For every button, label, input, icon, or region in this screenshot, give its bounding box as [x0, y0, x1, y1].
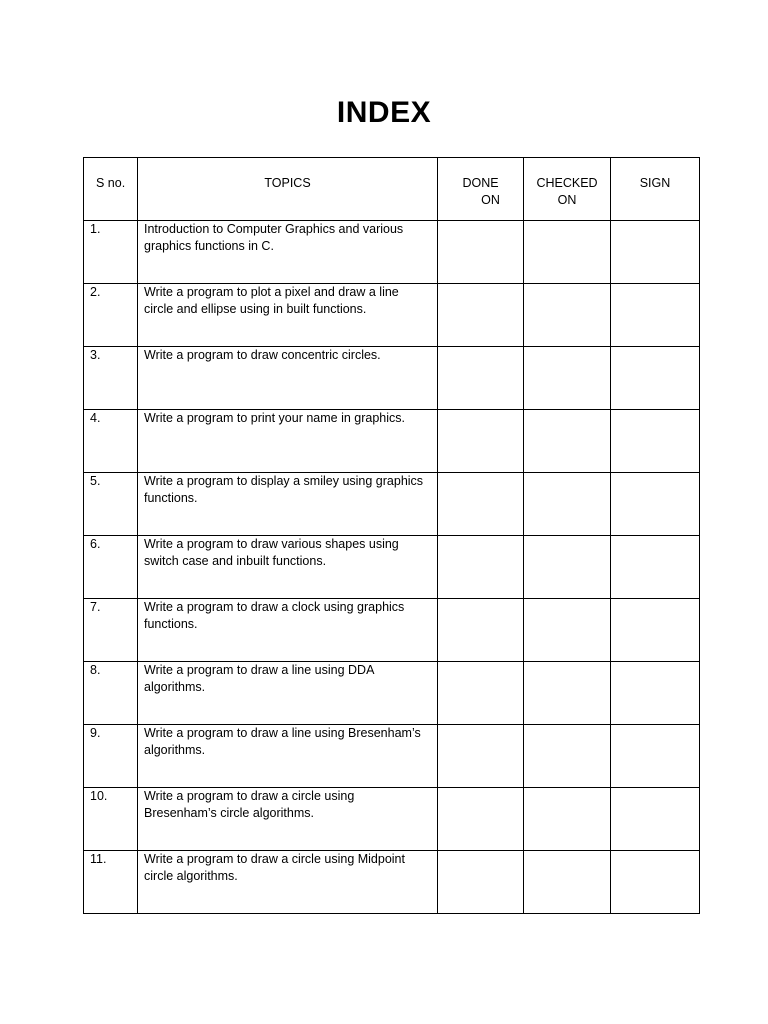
row-sno: 5.	[84, 473, 138, 536]
row-topic: Write a program to draw a clock using graphics functions.	[138, 599, 438, 662]
index-table	[83, 157, 700, 914]
row-topic: Write a program to draw various shapes using switch case and inbuilt functions.	[138, 536, 438, 599]
row-sign-cell	[611, 725, 700, 788]
header-done-on	[438, 158, 524, 221]
row-done-on-cell	[438, 725, 524, 788]
row-topic: Write a program to display a smiley using graphics functions.	[138, 473, 438, 536]
row-done-on-cell	[438, 788, 524, 851]
table-row	[84, 599, 700, 662]
table-row	[84, 221, 700, 284]
row-sign-cell	[611, 536, 700, 599]
row-sno: 7.	[84, 599, 138, 662]
row-sno: 3.	[84, 347, 138, 410]
row-checked-on-cell	[524, 725, 611, 788]
row-sno: 1.	[84, 221, 138, 284]
row-topic: Write a program to draw a circle using Midpoint circle algorithms.	[138, 851, 438, 914]
row-done-on-cell	[438, 599, 524, 662]
row-sign-cell	[611, 284, 700, 347]
row-checked-on-cell	[524, 788, 611, 851]
table-row	[84, 284, 700, 347]
row-sign-cell	[611, 473, 700, 536]
row-sign-cell	[611, 788, 700, 851]
row-sno: 10.	[84, 788, 138, 851]
row-topic: Write a program to draw a line using Bresenham’s algorithms.	[138, 725, 438, 788]
row-topic: Write a program to draw a circle using Bresenham’s circle algorithms.	[138, 788, 438, 851]
table-row	[84, 851, 700, 914]
row-done-on-cell	[438, 851, 524, 914]
row-topic: Write a program to draw concentric circles.	[138, 347, 438, 410]
row-checked-on-cell	[524, 410, 611, 473]
row-sign-cell	[611, 347, 700, 410]
row-checked-on-cell	[524, 536, 611, 599]
row-topic: Introduction to Computer Graphics and various graphics functions in C.	[138, 221, 438, 284]
row-sign-cell	[611, 410, 700, 473]
row-sno: 8.	[84, 662, 138, 725]
header-sno: S no.	[84, 158, 138, 221]
header-done-line2: ON	[481, 193, 500, 207]
row-sno: 2.	[84, 284, 138, 347]
row-done-on-cell	[438, 536, 524, 599]
row-sign-cell	[611, 662, 700, 725]
row-checked-on-cell	[524, 221, 611, 284]
table-row	[84, 347, 700, 410]
table-row	[84, 662, 700, 725]
header-sign: SIGN	[611, 158, 700, 221]
header-topics: TOPICS	[138, 158, 438, 221]
row-done-on-cell	[438, 221, 524, 284]
row-checked-on-cell	[524, 599, 611, 662]
row-checked-on-cell	[524, 851, 611, 914]
table-row	[84, 473, 700, 536]
header-checked-line2: ON	[557, 193, 577, 207]
row-done-on-cell	[438, 410, 524, 473]
header-checked-on	[524, 158, 611, 221]
row-sign-cell	[611, 599, 700, 662]
row-done-on-cell	[438, 347, 524, 410]
table-row	[84, 725, 700, 788]
row-sno: 11.	[84, 851, 138, 914]
header-done-line1: DONE	[462, 176, 499, 190]
row-topic: Write a program to print your name in graphics.	[138, 410, 438, 473]
header-row	[84, 158, 700, 221]
row-sign-cell	[611, 851, 700, 914]
row-checked-on-cell	[524, 473, 611, 536]
row-topic: Write a program to plot a pixel and draw a line circle and ellipse using in built functions.	[138, 284, 438, 347]
row-sno: 6.	[84, 536, 138, 599]
row-topic: Write a program to draw a line using DDA algorithms.	[138, 662, 438, 725]
row-done-on-cell	[438, 284, 524, 347]
row-checked-on-cell	[524, 662, 611, 725]
row-done-on-cell	[438, 662, 524, 725]
table-row	[84, 536, 700, 599]
row-done-on-cell	[438, 473, 524, 536]
row-checked-on-cell	[524, 284, 611, 347]
row-sno: 9.	[84, 725, 138, 788]
row-sno: 4.	[84, 410, 138, 473]
row-sign-cell	[611, 221, 700, 284]
page-title: INDEX	[336, 96, 432, 129]
table-row	[84, 788, 700, 851]
header-checked-line1: CHECKED	[536, 176, 598, 190]
table-row	[84, 410, 700, 473]
row-checked-on-cell	[524, 347, 611, 410]
